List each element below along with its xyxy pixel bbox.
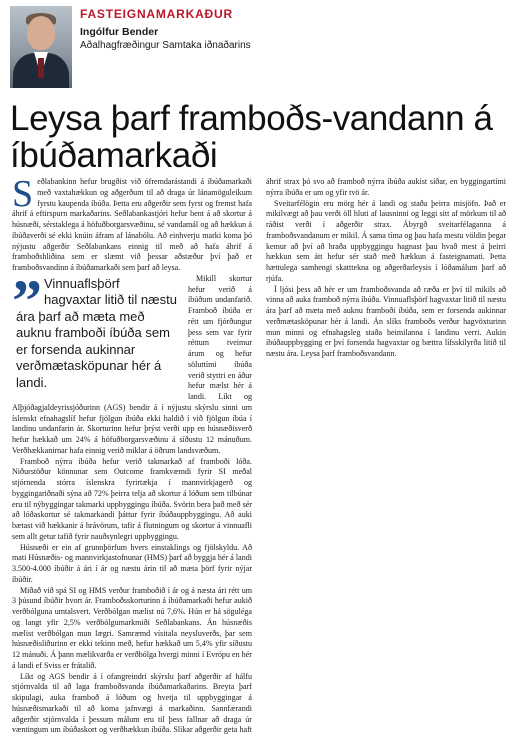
headline: Leysa þarf framboðs-vandann á íbúðamarkaði: [10, 99, 493, 175]
author-role: Aðalhagfræðingur Samtaka iðnaðarins: [80, 40, 251, 51]
paragraph: Í ljósi þess að hér er um framboðsvanda að ræða er því til mikils að vinna að auka framboð nýrra íbúða. Vinnuaflsþörf hagvaxtar litið til næstu ára þarf að mæta með auknu framboði íbúða, sem er forsenda aukinnar verðmætasköpunar hér á landi. Án slíks framboðs verður hagvöxturinn mun minni og efnahagsleg staða heimilanna í landinu verri. Aukin íbúðauppbygging er því forsenda hagvaxtar og bættra lífsskilyrða litið til næstu ára. Leysa þarf framboðsvandann.: [266, 284, 506, 358]
paragraph: Mikill skortur hefur verið á íbúðum undanfarið. Framboð íbúða er rétt um fjórðungur þess sem var fyrir réttum tveimur árum og hefur söluttími íbúða verið styttri en áður hefur mælst hér á landi. Líkt og Alþjóðagjaldeyrissjóðurinn (AGS) bendir á í nýjustu skýrslu sinni um íslenskt efnahagslíf hefur fjölgun íbúða ekki haldið í við fjölgun íbúa í landinu undanfarin ár. Skorturinn hefur þrýst verði upp en húsnæðisverð hefur hækkað um 24% á höfuðborgarsvæðinu á síðustu 12 mánuðum. Verðhækkanirnar hafa einnig verið miklar á öðrum landsvæðum.: [12, 273, 252, 455]
paragraph: Líkt og AGS bendir á í ofangreindri skýrslu þarf aðgerðir af hálfu stjórnvalda til að laga framboðsvanda íbúðamarkaðarins. Breyta þarf skipulagi, auka framboð á lóðum og hvetja til uppbyggingar á húsnæðismarkaði til að koma jafnvægi á markaðinn. Sannfærandi aðgerðir stjórnvalda í þessum málum eru til þess fallnar að draga úr væntingum um íbúðaskort og verðhækkun íbúða. Slíkar aðgerðir geta haft áhrif strax þó svo að framboð nýrra íbúða aukist síðar, en byggingartími nýrra íbúða er um og yfir tvö ár.: [12, 177, 506, 735]
section-label: FASTEIGNAMARKAÐUR: [80, 7, 233, 21]
pull-quote-text: Vinnuaflsþörf hagvaxtar litið til næstu ára þarf að mæta með auknu framboði íbúða sem er forsenda aukinnar verðmætasköpunar hér á landi.: [16, 275, 177, 390]
author-name: Ingólfur Bender: [80, 26, 159, 38]
quote-mark-icon: ”: [12, 267, 42, 334]
paragraph: Miðað við spá SI og HMS verður framboðið í ár og á næsta ári rétt um 3 þúsund íbúðir hvort ár. Framboðsskorturinn á íbúðamarkaði hefur aukið verðbólguna umtalsvert. Verðbólgan mælist nú 7,6%. Hún er há söguléga og langt yfir 2,5% verðbólgumarkmiði Seðlabankans. Án húsnæðis mælist verðbólgan mun lægri. Samræmd vísitala neysluverðs, þar sem húsnæðisliðurinn er ekki tekinn með, hefur hækkað um 5,4% yfir síðustu 12 mánuði. Á þann mælikvarða er verðbólga hvergi minni í Evrópu en hér á landi ef Sviss er frátalið.: [12, 585, 252, 670]
article-body: [12, 173, 506, 737]
author-photo: [10, 6, 72, 88]
drop-cap: S: [12, 173, 34, 215]
paragraph: Seðlabankinn hefur brugðist við ófremdarástandi á íbúðamarkaði með vaxtahækkun og aðgerðum til að draga úr lánamöguleikum fyrstu kaupenda íbúða. Þetta eru aðgerðir sem fyrst og fremst hafa áhrif á eftirspurn markaðarins. Seðlabankastjóri hefur bent á að skortur á húsnæði, sérstaklega á höfuðborgarsvæðinu, sé vandamál og að hækkun á íbúðaverði sé ekki knúin áfram af lánabólu. Að einhverju marki koma þó nýjustu aðgerðir Seðlabankans einnig til með að hafa áhrif á framboðshliðina sem er slæmt við þessar aðstæður því það er framboðsvandinn á íbúðamarkaði sem þarf að leysa.: [12, 173, 252, 272]
paragraph: Framboð nýrra íbúða hefur verið takmarkað af framboði lóða. Niðurstöður könnunar sem Outcome framkvæmdi fyrir SI meðal stjórnenda stórra íslenskra fyrirtækja í mannvirkjagerð og byggingariðnaði sýna að 72% þeirra telja að skortur á lóðum sem tilbúnar eru til nýbyggingar takmarki uppbyggingu íbúða. Svörin bera það með sér að lóðaskortur sé takmarkandi þáttur fyrir íbúðauppbyggingu. Að auki bætast við hækkanir á hrávörum, tafir á flutningum og skortur á vinnuafli sem allt getur tafið fyrir nauðsynlegri uppbyggingu.: [12, 456, 252, 541]
paragraph: Sveitarfélögin eru mörg hér á landi og staða þeirra misjöfn. Það er mikilvægt að þau verði öll hluti af lausninni og leggi sitt af mörkum til að ráðist verði í aðgerðir strax. Ábyrgð sveitarfélaganna á framboðsvandanum er mikil. Á sama tíma og þau hafa mestu völdin þegar kemur að því að hraða uppbyggingu hagnast þau hvað mest á þeirri hækkun sem átt hefur sér stað með hækkun á fasteignamati. Þetta hættulega samhengi skatttekna og aðgerðarleysis í lóðamálum þarf að rjúfa.: [266, 198, 506, 283]
pull-quote: [12, 267, 180, 392]
paragraph: Húsnæði er ein af grunnþörfum hvers einstaklings og fjölskyldu. Að mati Húsnæðis- og mannvirkjastofnunar (HMS) þarf að byggja hér á landi 3.500-4.000 íbúðir á ári í ár og næstu árin til að mæta þörf fyrir nýjar íbúðir.: [12, 542, 252, 584]
